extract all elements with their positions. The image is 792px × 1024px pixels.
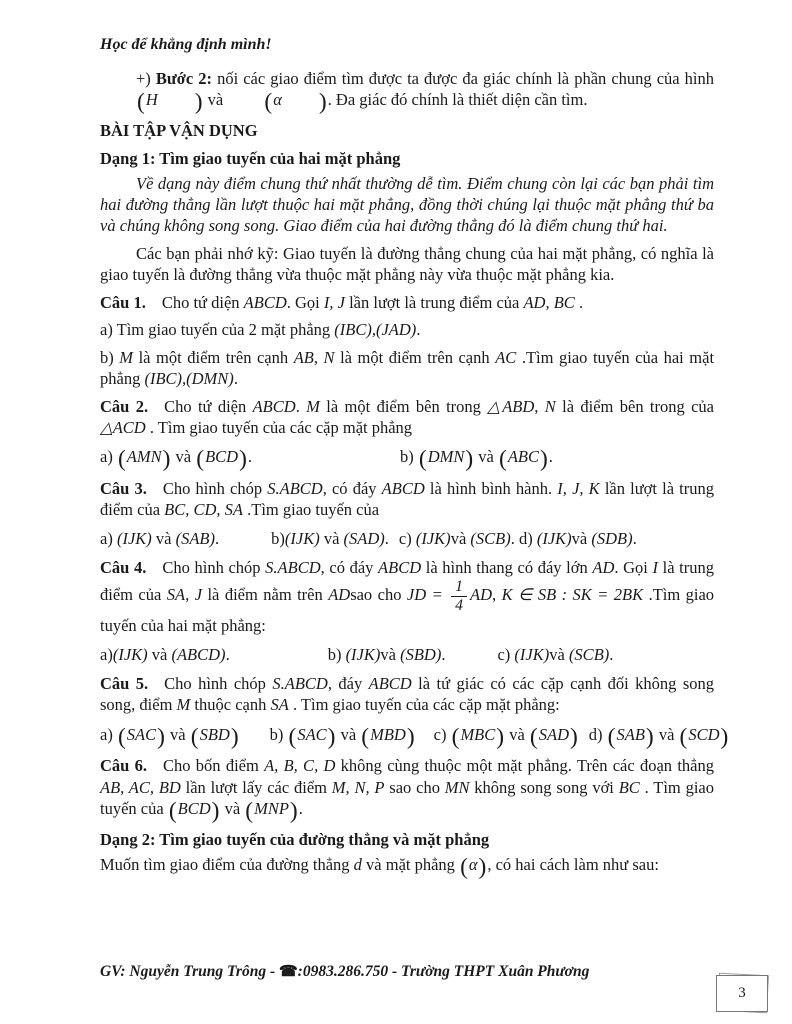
text-segment: SAC — [126, 724, 157, 744]
text-segment: .Tìm giao tuyến của hai mặt phẳng: — [100, 585, 715, 636]
text-segment: sao cho — [350, 585, 407, 605]
text-segment: AD, BC — [523, 292, 575, 312]
heading-dang-1 — [100, 148, 714, 169]
text-segment: ( — [607, 723, 616, 750]
text-segment: ABCD — [378, 558, 422, 578]
text-segment: SAB — [616, 724, 645, 744]
text-segment: JD = — [406, 585, 449, 605]
text-segment: b) — [269, 724, 288, 744]
text-segment: và — [549, 645, 569, 665]
text-segment: ( — [679, 723, 688, 750]
text-segment: ) — [406, 723, 415, 750]
text-segment: Cho hình chóp — [164, 674, 273, 694]
text-segment: . — [548, 446, 553, 466]
text-segment: . Tìm giao tuyến của — [100, 777, 714, 818]
text-segment: ) — [327, 723, 336, 750]
text-segment: AB — [293, 347, 314, 367]
text-segment: BÀI TẬP VẬN DỤNG — [100, 121, 258, 140]
text-segment: . — [298, 798, 303, 818]
text-segment: . — [609, 645, 614, 665]
text-segment: Dạng 1: Tìm giao tuyến của hai mặt phẳng — [100, 149, 401, 169]
text-segment: (IJK) — [536, 529, 572, 549]
text-segment: 4 — [455, 596, 463, 614]
text-segment: và — [151, 529, 176, 549]
text-segment: , — [185, 585, 195, 605]
text-segment: nối các giao điểm tìm được ta được đa giác chính là phần chung của hình — [212, 69, 714, 88]
text-segment: ( — [117, 445, 126, 472]
text-segment: Câu 6. — [100, 756, 147, 776]
text-segment: a) — [100, 446, 117, 466]
step2-paragraph — [100, 68, 714, 116]
text-segment: Bước 2: — [155, 69, 213, 88]
text-segment: . Gọi — [614, 558, 653, 578]
text-segment: Các bạn phải nhớ kỹ: Giao tuyến là đường thẳng chung của hai mặt phẳng, có nghĩa là giao tuyến là đường thẳng vừa thuộc mặt phẳng này vừa thuộc mặt phẳng kia. — [100, 244, 714, 285]
text-segment: BCD — [205, 446, 239, 466]
phone-icon: ☎ — [278, 964, 298, 980]
text-segment: ) — [496, 723, 505, 750]
text-segment: AD — [469, 585, 492, 605]
text-segment: ( — [245, 797, 254, 824]
text-segment: J — [194, 585, 203, 605]
cau-5-options — [100, 723, 729, 750]
text-segment: (IBC),(JAD) — [334, 320, 417, 340]
text-segment: ( — [529, 723, 538, 750]
text-segment: và — [571, 529, 592, 549]
text-segment: (SDB) — [591, 529, 633, 549]
text-segment: BC, CD, SA — [164, 499, 243, 519]
text-segment: ) — [211, 797, 220, 824]
text-segment: S.ABCD — [272, 674, 328, 694]
text-segment: ) — [230, 723, 239, 750]
text-segment: ) — [239, 445, 247, 472]
text-segment: M — [176, 695, 191, 715]
text-segment: ( — [117, 723, 126, 750]
text-segment: , có đáy — [320, 558, 379, 578]
text-segment: +) — [136, 69, 156, 88]
text-segment: (IJK) — [415, 529, 451, 549]
cau-5 — [100, 673, 714, 715]
text-segment: a) — [100, 724, 117, 744]
text-segment: và — [474, 446, 498, 466]
text-segment: sao cho — [384, 777, 445, 797]
text-segment: I, J — [323, 292, 345, 312]
text-segment: . — [247, 446, 252, 466]
text-segment: và — [654, 724, 679, 744]
text-segment: . — [225, 645, 230, 665]
heading-dang-2 — [100, 829, 714, 850]
text-segment: . Gọi — [286, 292, 324, 312]
cau-1 — [100, 292, 714, 313]
text-segment: , — [313, 347, 324, 367]
text-segment: ( — [499, 445, 507, 472]
text-segment: và — [505, 724, 529, 744]
text-segment: ( — [196, 445, 205, 472]
text-segment: K ∈ SB : SK = 2BK — [501, 585, 644, 605]
remember-note — [100, 243, 714, 285]
text-segment: là trung điểm của — [100, 558, 715, 605]
cau-1a — [100, 319, 714, 340]
text-segment: . — [215, 529, 220, 549]
text-segment: (IJK) — [345, 645, 381, 665]
text-segment: b) — [271, 529, 285, 549]
text-segment: c) — [398, 529, 416, 549]
section-heading-exercises — [100, 120, 714, 141]
text-segment: Câu 3. — [100, 478, 147, 498]
text-segment: (IJK) — [116, 529, 152, 549]
text-segment: ( — [361, 723, 370, 750]
footer-teacher-name: GV: Nguyễn Trung Trông - — [100, 963, 279, 980]
text-segment: SAC — [297, 724, 327, 744]
text-segment: Cho hình chóp — [162, 558, 266, 578]
text-segment: Cho bốn điểm — [163, 756, 265, 776]
text-segment: là tứ giác có các cặp cạnh đối không song song, điểm — [100, 674, 715, 715]
text-segment: AC — [495, 347, 517, 367]
text-segment: lần lượt lấy các điểm — [180, 777, 332, 797]
text-segment: . — [574, 292, 584, 312]
text-segment: . — [416, 320, 421, 340]
text-segment: a) — [100, 529, 117, 549]
text-segment: BC — [618, 777, 640, 797]
text-segment: Dạng 2: Tìm giao tuyến của đường thẳng và mặt phẳng — [100, 829, 490, 849]
text-segment: . — [632, 529, 637, 549]
text-segment: ) — [162, 445, 171, 472]
text-segment: MN — [444, 777, 470, 797]
text-segment: M, N, P — [331, 777, 385, 797]
text-segment: . — [441, 645, 446, 665]
page-header-motto: Học để khẳng định mình! — [100, 36, 272, 53]
text-segment: SBD — [199, 724, 230, 744]
text-segment: Về dạng này điểm chung thứ nhất thường dễ tìm. Điểm chung còn lại các bạn phải tìm hai đường thẳng lần lượt thuộc hai mặt phẳng, đồng thời chúng lại thuộc mặt phẳng thứ ba và chúng không song song. Giao điểm của hai đường thẳng đó là điểm chung thứ hai. — [100, 174, 714, 236]
text-segment: là một điểm bên trong — [319, 396, 488, 416]
text-segment: N — [544, 396, 556, 416]
text-segment: . Tìm giao tuyến của các cặp mặt phẳng: — [288, 695, 560, 715]
text-segment: Cho tứ diện — [161, 292, 244, 312]
document-body — [100, 68, 729, 884]
text-segment: AB, AC, BD — [100, 777, 181, 797]
text-segment: AD — [328, 585, 351, 605]
text-segment: là điểm bên trong của — [555, 396, 715, 416]
text-segment: BCD — [177, 798, 211, 818]
text-segment: α — [273, 90, 282, 110]
text-segment: 1 — [451, 579, 467, 596]
footer-phone-school: :0983.286.750 - Trường THPT Xuân Phương — [297, 963, 590, 980]
page-number-box — [714, 972, 772, 1014]
text-segment: H — [145, 90, 158, 110]
text-segment: ( — [460, 853, 468, 880]
text-segment: DMN — [427, 446, 465, 466]
text-segment: là một điểm trên cạnh — [334, 347, 496, 367]
text-segment: ABCD — [252, 396, 296, 416]
text-segment: , có đáy — [322, 478, 382, 498]
text-segment: và — [336, 724, 361, 744]
text-segment: ) — [318, 89, 327, 116]
text-segment: ) — [465, 445, 474, 472]
text-segment: MNP — [254, 798, 289, 818]
text-segment: SAD — [538, 724, 569, 744]
text-segment: Câu 1. — [100, 292, 146, 312]
text-segment: SA — [270, 695, 289, 715]
text-segment: AD — [592, 558, 615, 578]
text-segment: a) Tìm giao tuyến của 2 mặt phẳng — [100, 320, 335, 340]
page-footer — [100, 962, 589, 981]
text-segment: (IJK) — [514, 645, 550, 665]
text-segment: . — [233, 369, 238, 389]
text-segment: N — [323, 347, 335, 367]
text-segment: b) — [400, 446, 418, 466]
text-segment: và — [450, 529, 471, 549]
text-segment: ) — [157, 723, 165, 750]
cau-4 — [100, 557, 714, 636]
text-segment: . — [295, 396, 307, 416]
text-segment: (SCB) — [568, 645, 610, 665]
text-segment: b) — [327, 645, 346, 665]
text-segment: ) — [645, 723, 654, 750]
text-segment: M — [119, 347, 134, 367]
text-segment: a) — [100, 645, 113, 665]
text-segment: (SBD) — [400, 645, 442, 665]
text-segment: Câu 5. — [100, 674, 149, 694]
text-segment: , — [491, 585, 502, 605]
text-segment: (SAB) — [175, 529, 216, 549]
text-segment: ) — [539, 445, 548, 472]
text-segment: I, J, K — [557, 478, 600, 498]
text-segment: và mặt phẳng — [361, 854, 460, 874]
text-segment: . Đa giác đó chính là thiết diện cần tìm. — [327, 90, 588, 110]
text-segment: b) — [100, 347, 120, 367]
text-segment: S.ABCD — [265, 558, 321, 578]
text-segment: và — [165, 724, 190, 744]
cau-1b — [100, 347, 714, 389]
text-segment: , đáy — [327, 674, 369, 694]
text-segment: và — [220, 798, 245, 818]
text-segment: . — [384, 529, 389, 549]
text-segment: (SCB) — [470, 529, 511, 549]
text-segment: d — [353, 854, 362, 874]
text-segment: là một điểm trên cạnh — [133, 347, 294, 367]
text-segment: △ABD — [487, 396, 535, 416]
text-segment: không song song với — [469, 777, 619, 797]
text-segment: ) — [478, 853, 487, 880]
text-segment: ( — [190, 723, 199, 750]
text-segment: ABCD — [368, 674, 412, 694]
text-segment: MBC — [460, 724, 496, 744]
text-segment: d) — [518, 529, 537, 549]
text-segment: I — [652, 558, 659, 578]
text-segment: thuộc cạnh — [190, 695, 271, 715]
cau-4-options — [100, 644, 714, 665]
text-segment: ( — [264, 89, 273, 116]
text-segment: ABCD — [243, 292, 287, 312]
text-segment: lần lượt là trung điểm của — [344, 292, 524, 312]
text-segment: SA — [166, 585, 186, 605]
text-segment: và — [319, 529, 344, 549]
cau-2 — [100, 396, 714, 438]
text-segment: (IJK) — [112, 645, 148, 665]
text-segment: . — [510, 529, 519, 549]
text-segment: c) — [497, 645, 515, 665]
text-segment: α — [468, 854, 478, 874]
text-segment: (SAD) — [343, 529, 385, 549]
text-segment: (IBC),(DMN) — [144, 369, 234, 389]
text-segment: và — [171, 446, 196, 466]
text-segment: Muốn tìm giao điểm của đường thẳng — [100, 854, 354, 874]
text-segment: ( — [137, 89, 145, 116]
dang-2-intro — [100, 854, 714, 878]
text-segment: Cho tứ diện — [164, 396, 253, 416]
text-segment: , — [534, 396, 545, 416]
text-segment: MBD — [370, 724, 406, 744]
text-segment: và — [203, 90, 228, 110]
cau-3 — [100, 478, 714, 520]
text-segment: ) — [194, 89, 203, 116]
text-segment: ( — [451, 723, 460, 750]
text-segment: là hình thang có đáy lớn — [421, 558, 593, 578]
text-segment: d) — [588, 724, 607, 744]
fraction — [451, 579, 467, 614]
text-segment: M — [306, 396, 320, 416]
text-segment: ABCD — [381, 478, 425, 498]
text-segment: ( — [168, 797, 177, 824]
text-segment: AMN — [126, 446, 162, 466]
cau-6 — [100, 755, 714, 824]
cau-3-options — [100, 528, 714, 549]
text-segment: ) — [289, 797, 298, 824]
text-segment: △ACD — [100, 417, 146, 437]
text-segment: .Tìm giao tuyến của — [242, 499, 380, 519]
text-segment: Câu 4. — [100, 558, 147, 578]
text-segment: , có hai cách làm như sau: — [487, 854, 659, 874]
text-segment: ( — [418, 445, 427, 472]
text-segment: ) — [720, 723, 729, 750]
text-segment: ABC — [507, 446, 539, 466]
method-note-italic — [100, 173, 714, 236]
text-segment: . Tìm giao tuyến của các cặp mặt phẳng — [145, 417, 413, 437]
text-segment: SCD — [688, 724, 720, 744]
text-segment: không cùng thuộc một mặt phẳng. Trên các đoạn thẳng — [335, 756, 714, 776]
text-segment: là hình bình hành. — [424, 478, 558, 498]
text-segment: và — [147, 645, 172, 665]
text-segment: ) — [569, 723, 578, 750]
text-segment: Cho hình chóp — [162, 478, 268, 498]
text-segment: S.ABCD — [267, 478, 323, 498]
text-segment: (ABCD) — [171, 645, 226, 665]
page-number: 3 — [716, 975, 768, 1012]
text-segment: .Tìm giao tuyến của hai mặt phẳng — [100, 347, 715, 389]
text-segment: lần lượt là trung điểm của — [100, 478, 714, 519]
cau-2-options — [100, 446, 714, 470]
text-segment: (IJK) — [284, 529, 320, 549]
text-segment: A, B, C, D — [264, 756, 336, 776]
text-segment: và — [380, 645, 401, 665]
text-segment: là điểm nằm trên — [202, 585, 329, 605]
text-segment: ( — [288, 723, 297, 750]
text-segment: Câu 2. — [100, 396, 149, 416]
text-segment: c) — [433, 724, 451, 744]
